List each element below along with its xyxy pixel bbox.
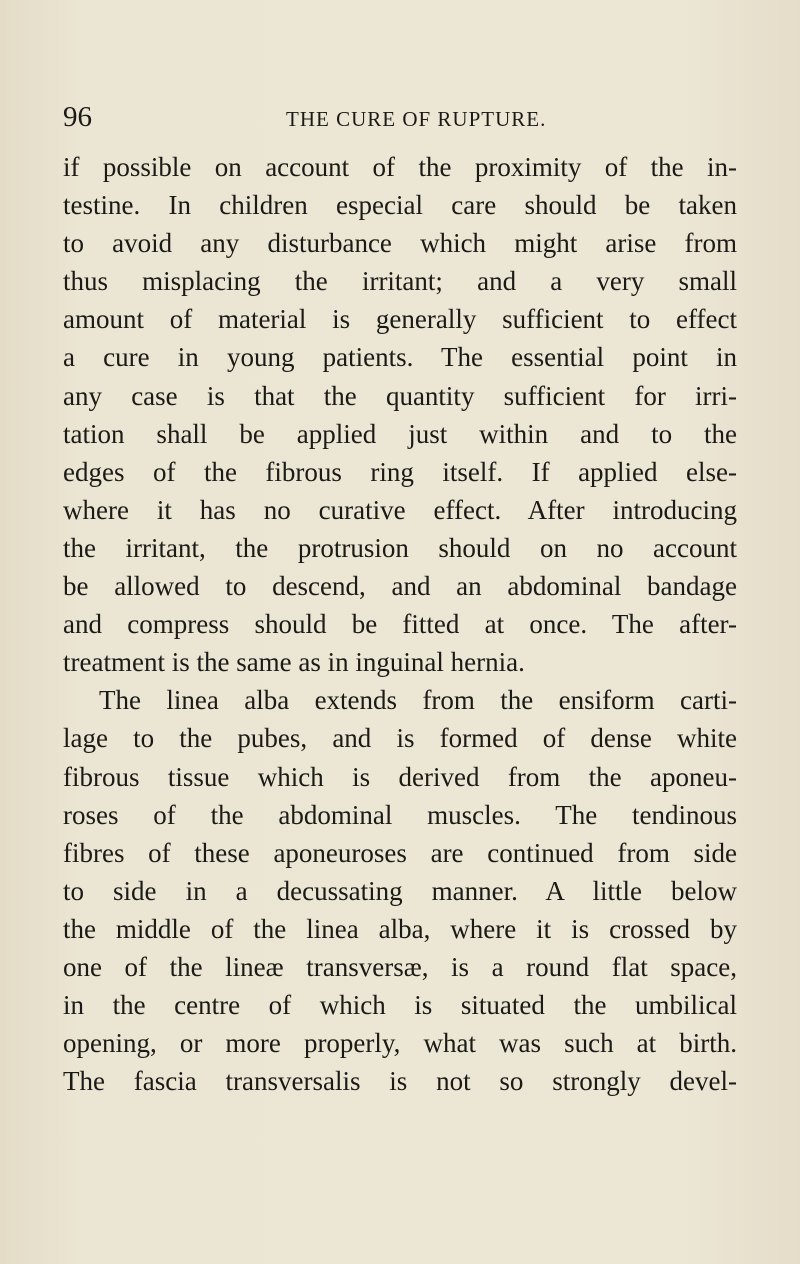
text-line: where it has no curative effect. After introducing: [63, 494, 737, 525]
page-number: 96: [63, 101, 92, 133]
text-line: opening, or more properly, what was such at birth.: [63, 1028, 737, 1059]
text-line: to side in a decussating manner. A little below: [63, 875, 737, 906]
text-line: and compress should be fitted at once. The after-: [63, 609, 737, 640]
text-line: treatment is the same as in inguinal hernia.: [63, 647, 525, 678]
text-line: The fascia transversalis is not so strongly devel-: [63, 1066, 737, 1097]
text-line: thus misplacing the irritant; and a very small: [63, 266, 737, 297]
text-line: testine. In children especial care should be taken: [63, 190, 737, 221]
page-header: [60, 98, 740, 138]
text-line: fibrous tissue which is derived from the aponeu-: [63, 761, 737, 792]
text-line: fibres of these aponeuroses are continued from side: [63, 837, 737, 868]
text-line: in the centre of which is situated the umbilical: [63, 990, 737, 1021]
text-line: one of the lineæ transversæ, is a round flat space,: [63, 951, 737, 982]
text-line: roses of the abdominal muscles. The tendinous: [63, 799, 737, 830]
text-line: be allowed to descend, and an abdominal bandage: [63, 571, 737, 602]
text-line: amount of material is generally sufficient to effect: [63, 304, 737, 335]
paragraph-start-line: The linea alba extends from the ensiform carti-: [99, 685, 737, 716]
text-line: a cure in young patients. The essential point in: [63, 342, 737, 373]
text-line: any case is that the quantity sufficient for irri-: [63, 380, 737, 411]
text-line: to avoid any disturbance which might arise from: [63, 228, 737, 259]
text-line: edges of the fibrous ring itself. If applied else-: [63, 456, 737, 487]
running-head: THE CURE OF RUPTURE.: [286, 107, 547, 131]
text-line: tation shall be applied just within and to the: [63, 418, 737, 449]
text-line: lage to the pubes, and is formed of dense white: [63, 723, 737, 754]
body-text: [63, 148, 737, 1100]
text-line: the middle of the linea alba, where it is crossed by: [63, 913, 737, 944]
text-line: if possible on account of the proximity of the in-: [63, 152, 737, 182]
text-line: the irritant, the protrusion should on no account: [63, 532, 737, 563]
